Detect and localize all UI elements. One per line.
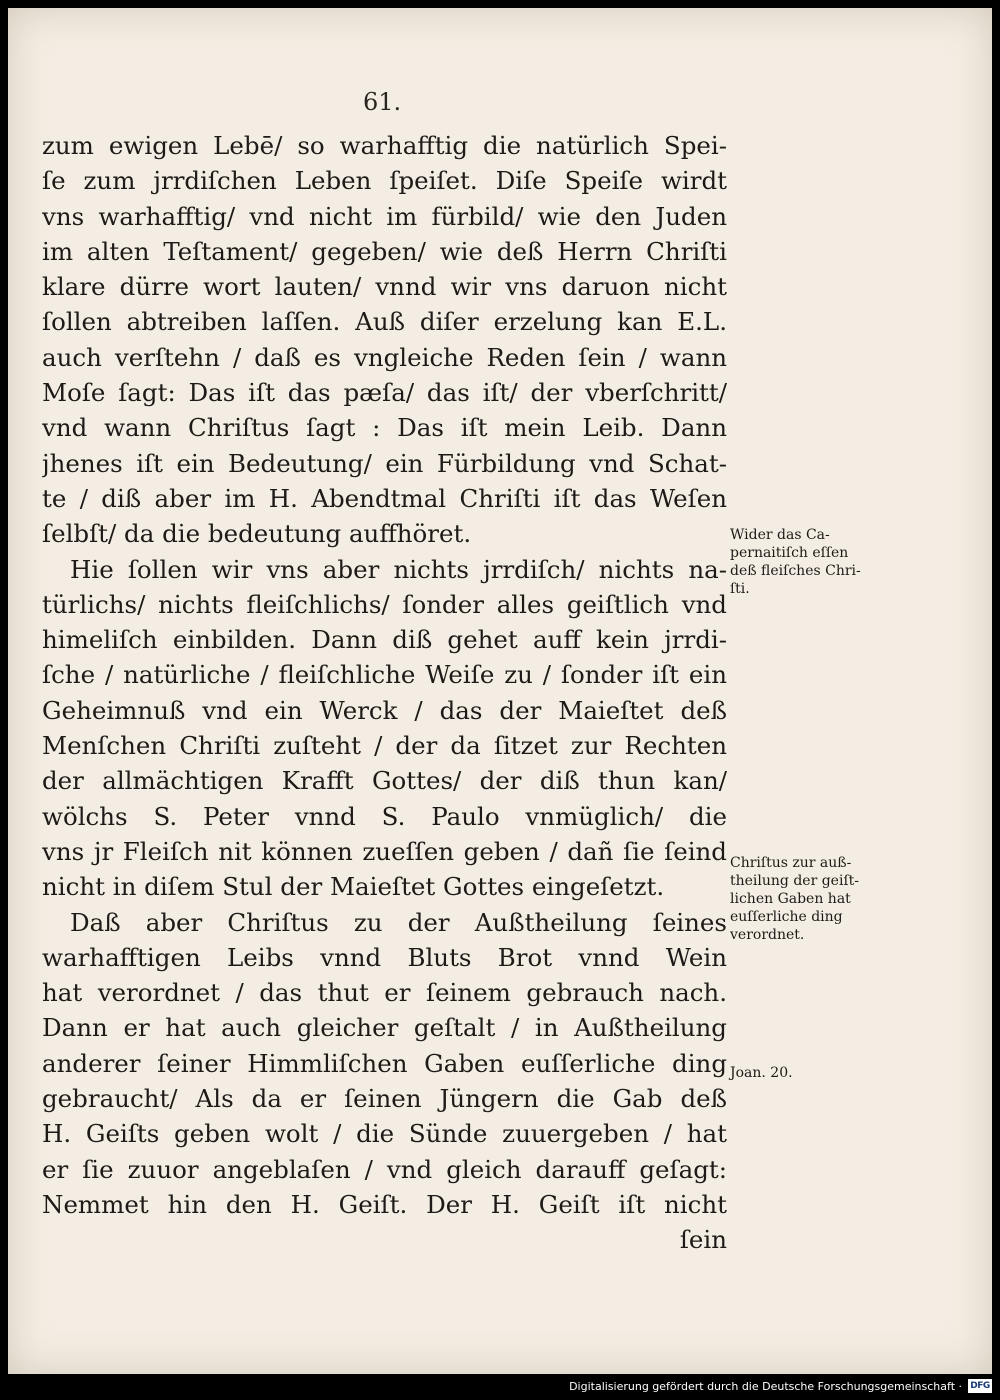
margin-note-john-reference	[730, 1064, 890, 1082]
margin-note-line: Wider das Ca-	[730, 527, 830, 543]
margin-note-capernaitic	[730, 526, 890, 598]
text-line: ſelbſt/ da die bedeutung auffhöret.	[42, 519, 472, 549]
text-line: Daß aber Chriſtus zu der Außtheilung ſeines	[70, 907, 727, 937]
text-line: H. Geiſts geben wolt / die Sünde zuuergeben / hat	[42, 1119, 727, 1149]
text-line: Geheimnuß vnd ein Werck / das der Maieſtet deß	[42, 695, 727, 725]
margin-note-christ-gifts	[730, 854, 890, 944]
text-line: klare dürre wort lauten/ vnnd wir vns daruon nicht	[42, 272, 727, 302]
text-line: vns warhafftig/ vnd nicht im fürbild/ wie den Juden	[42, 201, 727, 231]
digitization-credit	[569, 1376, 992, 1396]
text-line: der allmächtigen Krafft Gottes/ der diß thun kan/	[42, 766, 727, 796]
text-line: türlichs/ nichts fleiſchlichs/ ſonder alles geiſtlich vnd	[42, 589, 727, 619]
text-line: jhenes iſt ein Bedeutung/ ein Fürbildung vnd Schat-	[42, 448, 727, 478]
text-line: im alten Teſtament/ gegeben/ wie deß Herrn Chriſti	[42, 236, 727, 266]
text-line: te / diß aber im H. Abendtmal Chriſti iſt das Weſen	[42, 483, 727, 513]
dfg-logo: DFG	[968, 1379, 992, 1393]
text-line: hat verordnet / das thut er ſeinem gebrauch nach.	[42, 978, 727, 1008]
text-line: vns jr Fleiſch nit können zueſſen geben / dañ ſie ſeind	[42, 836, 727, 866]
text-line: ſche / natürliche / fleiſchliche Weiſe zu / ſonder iſt ein	[42, 660, 727, 690]
text-line: anderer ſeiner Himmliſchen Gaben euſſerliche ding	[42, 1048, 727, 1078]
margin-note-line: Joan. 20.	[730, 1065, 793, 1081]
margin-note-line: Chriſtus zur auß-	[730, 855, 852, 871]
margin-note-line: theilung der geiſt-	[730, 873, 859, 889]
text-line: himeliſch einbilden. Dann diß gehet auff kein jrrdi-	[42, 625, 727, 655]
margin-note-line: lichen Gaben hat	[730, 891, 851, 907]
margin-note-line: pernaitiſch eſſen	[730, 545, 849, 561]
footer-credit-text: Digitalisierung gefördert durch die Deutsche Forschungsgemeinschaft ·	[569, 1379, 962, 1393]
text-line: nicht in diſem Stul der Maieſtet Gottes eingeſetzt.	[42, 872, 665, 902]
text-line: zum ewigen Lebē/ so warhafftig die natürlich Spei-	[42, 131, 727, 160]
margin-note-line: deß fleiſches Chri-	[730, 563, 861, 579]
text-line: ſein	[679, 1225, 727, 1255]
margin-note-line: verordnet.	[730, 927, 805, 943]
text-line: warhafftigen Leibs vnnd Bluts Brot vnnd Wein	[42, 942, 727, 972]
text-line: ſollen abtreiben laſſen. Auß diſer erzelung kan E.L.	[42, 307, 727, 337]
text-line: gebraucht/ Als da er ſeinen Jüngern die Gab deß	[42, 1084, 727, 1114]
main-text-block	[42, 128, 727, 1258]
page-number: 61.	[363, 88, 402, 116]
text-line: Nemmet hin den H. Geiſt. Der H. Geiſt iſt nicht	[42, 1189, 727, 1219]
text-line: wölchs S. Peter vnnd S. Paulo vnmüglich/ die	[42, 801, 727, 831]
text-line: Moſe ſagt: Das iſt das pæſa/ das iſt/ der vberſchritt/	[42, 378, 727, 408]
margin-note-line: ſti.	[730, 581, 750, 597]
text-line: Dann er hat auch gleicher geſtalt / in Außtheilung	[42, 1013, 727, 1043]
text-line: ſe zum jrrdiſchen Leben ſpeiſet. Diſe Speiſe wirdt	[42, 166, 727, 196]
margin-note-line: euſſerliche ding	[730, 909, 843, 925]
book-page	[8, 8, 992, 1374]
text-line: Menſchen Chriſti zuſteht / der da ſitzet zur Rechten	[42, 731, 727, 761]
text-line: vnd wann Chriſtus ſagt : Das iſt mein Leib. Dann	[42, 413, 727, 443]
text-line: auch verſtehn / daß es vngleiche Reden ſein / wann	[42, 342, 727, 372]
text-line: Hie ſollen wir vns aber nichts jrrdiſch/ nichts na-	[70, 554, 727, 584]
text-line: er ſie zuuor angeblaſen / vnd gleich darauff geſagt:	[42, 1154, 727, 1184]
